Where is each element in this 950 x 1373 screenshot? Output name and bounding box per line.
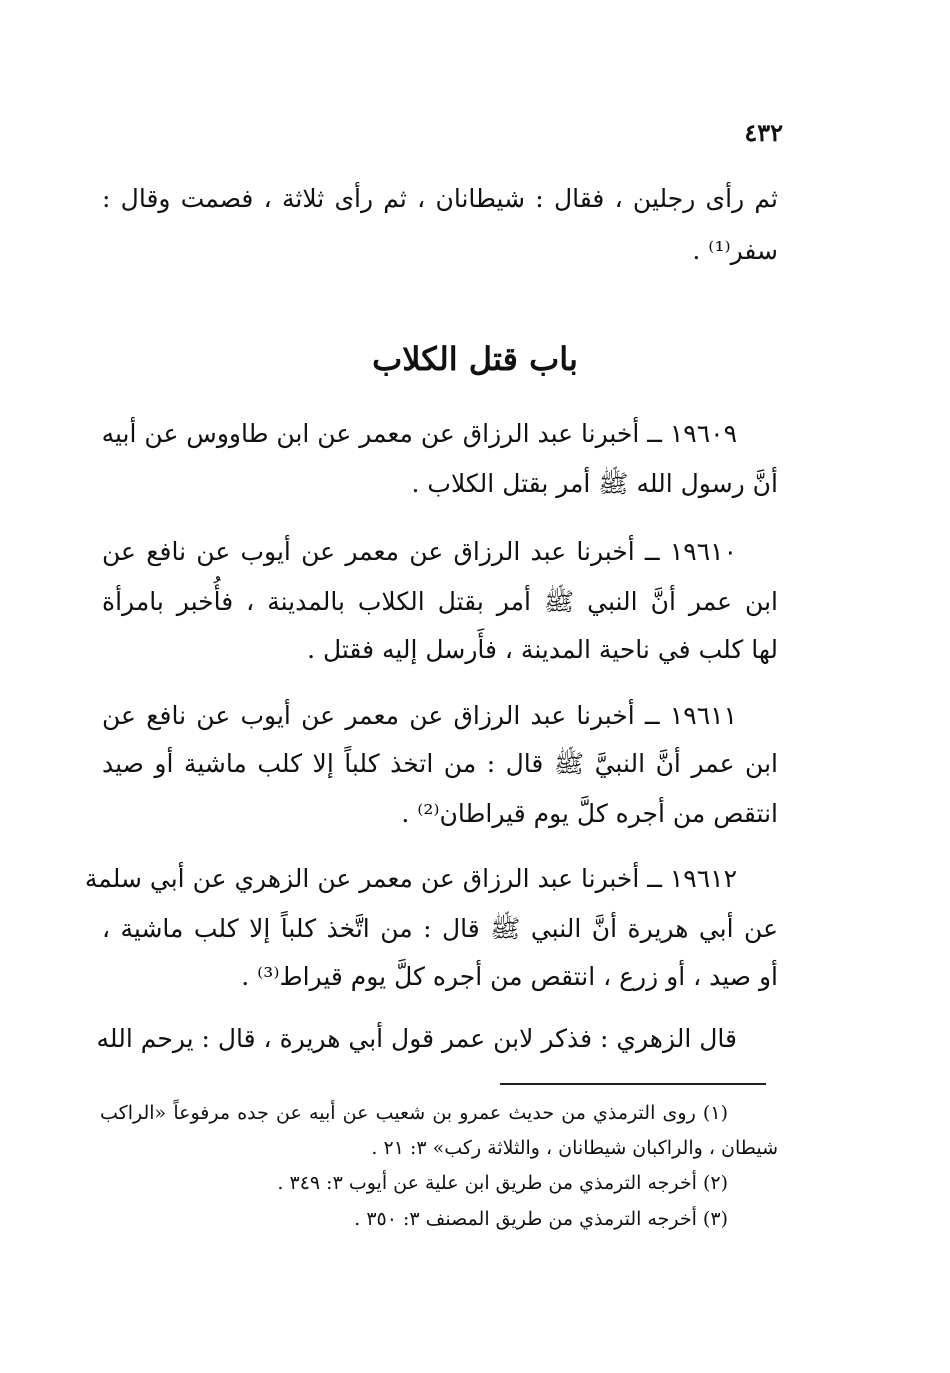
hadith-19611-line-1: ١٩٦١١ ــ أخبرنا عبد الرزاق عن معمر عن أيوب عن نافع عن bbox=[102, 701, 737, 730]
hadith-19609-line-1: ١٩٦٠٩ ــ أخبرنا عبد الرزاق عن معمر عن ابن طاووس عن أبيه bbox=[101, 419, 737, 448]
hadith-19611-line-3: انتقص من أجره كلَّ يوم قيراطان⁽²⁾ . bbox=[401, 799, 778, 828]
intro-line-2: سفر⁽¹⁾ . bbox=[692, 236, 778, 265]
page-number: ٤٣٢ bbox=[744, 118, 783, 147]
hadith-19611-line-2: ابن عمر أنَّ النبيَّ ﷺ قال : من اتخذ كلباً إلا كلب ماشية أو صيد bbox=[102, 749, 778, 778]
chapter-title: باب قتل الكلاب bbox=[372, 340, 578, 378]
hadith-19610-line-2: ابن عمر أنَّ النبي ﷺ أمر بقتل الكلاب بالمدينة ، فأُخبر بامرأة bbox=[102, 587, 778, 616]
hadith-19612-line-3: أو صيد ، أو زرع ، انتقص من أجره كلَّ يوم قيراط⁽³⁾ . bbox=[241, 962, 778, 991]
intro-line-1: ثم رأى رجلين ، فقال : شيطانان ، ثم رأى ثلاثة ، فصمت وقال : bbox=[102, 184, 778, 213]
hadith-19610-line-3: لها كلب في ناحية المدينة ، فأَرسل إليه فقتل . bbox=[307, 635, 778, 664]
footnote-divider bbox=[500, 1083, 766, 1085]
hadith-19610-line-1: ١٩٦١٠ ــ أخبرنا عبد الرزاق عن معمر عن أيوب عن نافع عن bbox=[102, 537, 737, 566]
footnote-1-line-1: (١) روى الترمذي من حديث عمرو بن شعيب عن أبيه عن جده مرفوعاً «الراكب bbox=[100, 1102, 728, 1124]
closing-line: قال الزهري : فذكر لابن عمر قول أبي هريرة ، قال : يرحم الله bbox=[96, 1024, 737, 1053]
footnote-3: (٣) أخرجه الترمذي من طريق المصنف ٣: ٣٥٠ . bbox=[354, 1208, 728, 1230]
footnote-1-line-2: شيطان ، والراكبان شيطانان ، والثلاثة ركب» ٣: ٢١ . bbox=[371, 1137, 778, 1159]
hadith-19612-line-1: ١٩٦١٢ ــ أخبرنا عبد الرزاق عن معمر عن الزهري عن أبي سلمة bbox=[84, 864, 737, 893]
footnote-2: (٢) أخرجه الترمذي من طريق ابن علية عن أيوب ٣: ٣٤٩ . bbox=[277, 1172, 728, 1194]
hadith-19612-line-2: عن أبي هريرة أنَّ النبي ﷺ قال : من اتَّخذ كلباً إلا كلب ماشية ، bbox=[102, 914, 778, 943]
hadith-19609-line-2: أنَّ رسول الله ﷺ أمر بقتل الكلاب . bbox=[411, 469, 778, 498]
